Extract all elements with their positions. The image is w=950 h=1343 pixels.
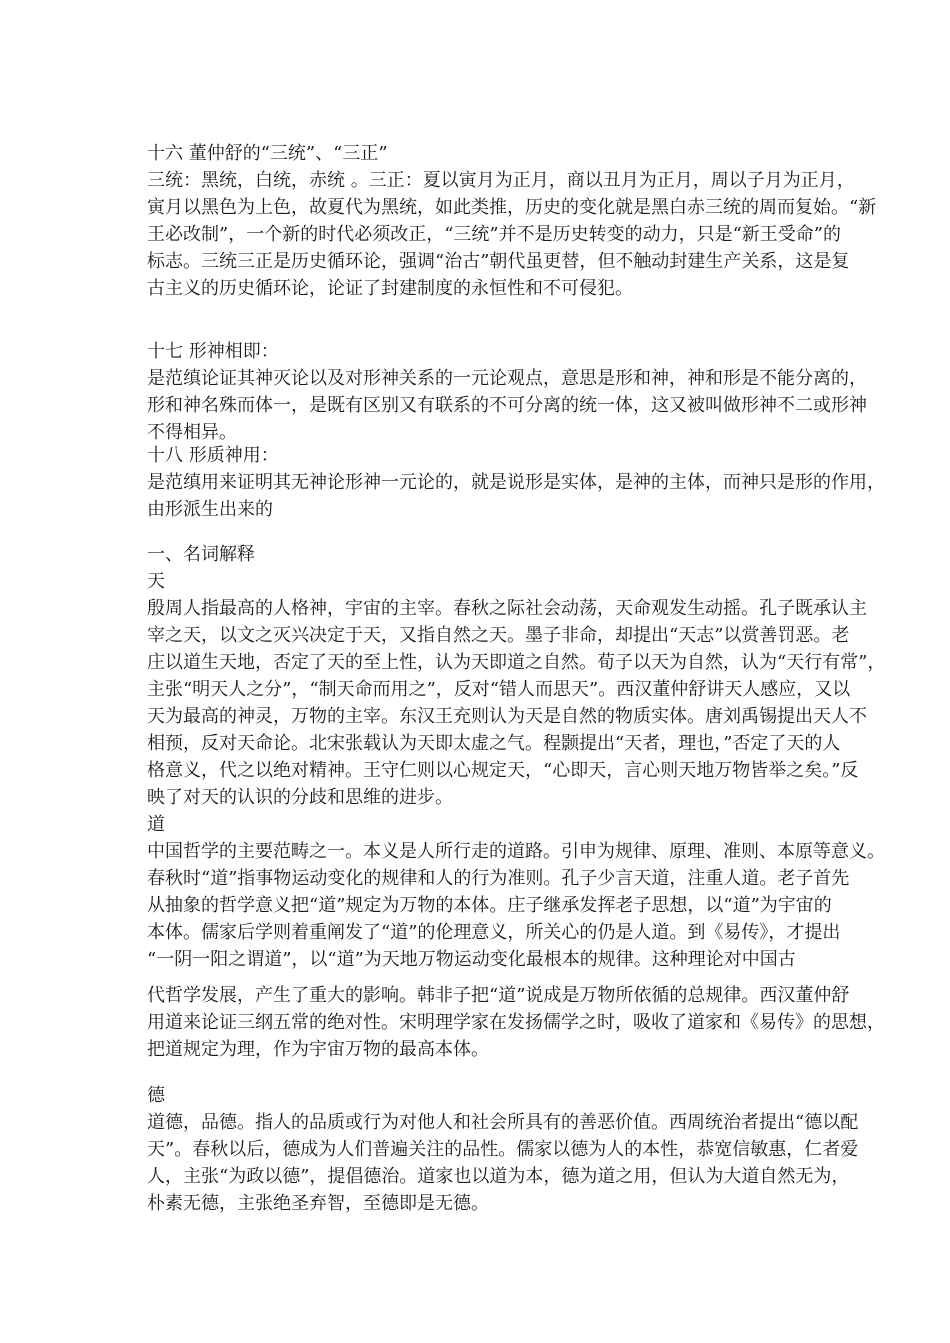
section-heading: 十六 董仲舒的“三统”、“三正” xyxy=(147,143,388,164)
text-line: 寅月以黑色为上色，故夏代为黑统，如此类推，历史的变化就是黑白赤三统的周而复始。“新 xyxy=(147,197,877,218)
text-line: 标志。三统三正是历史循环论，强调“治古”朝代虽更替，但不触动封建生产关系，这是复 xyxy=(147,251,850,272)
text-line: 映了对天的认识的分歧和思维的进步。 xyxy=(147,787,453,808)
term-heading: 道 xyxy=(147,814,165,835)
text-line: 主张“明天人之分”，“制天命而用之”，反对“错人而思天”。西汉董仲舒讲天人感应，又以 xyxy=(147,679,851,700)
section-heading: 十八 形质神用： xyxy=(147,445,279,466)
term-heading: 天 xyxy=(147,571,165,592)
section-17 xyxy=(147,338,867,446)
section-heading: 十七 形神相即： xyxy=(147,341,279,362)
text-line: 相预，反对天命论。北宋张载认为天即太虚之气。程颢提出“天者，理也，”否定了天的人 xyxy=(147,733,841,754)
text-line: 用道来论证三纲五常的绝对性。宋明理学家在发扬儒学之时，吸收了道家和《易传》的思想， xyxy=(147,1012,885,1033)
term-heading: 德 xyxy=(147,1085,165,1106)
glossary-section xyxy=(147,541,886,811)
glossary-heading: 一、名词解释 xyxy=(147,544,255,565)
text-line: 从抽象的哲学意义把“道”规定为万物的本体。庄子继承发挥老子思想，以“道”为宇宙的 xyxy=(147,895,832,916)
text-line: 人，主张“为政以德”，提倡德治。道家也以道为本，德为道之用，但认为大道自然无为， xyxy=(147,1166,850,1187)
text-line: 宰之天，以文之灭兴决定于天，又指自然之天。墨子非命，却提出“天志”以赏善罚恶。老 xyxy=(147,625,850,646)
term-dao-continued xyxy=(147,982,885,1063)
section-18 xyxy=(147,442,885,523)
text-line: 格意义，代之以绝对精神。王守仁则以心规定天，“心即天，言心则天地万物皆举之矣。”反 xyxy=(147,760,859,781)
text-line: 形和神名殊而体一，是既有区别又有联系的不可分离的统一体，这又被叫做形神不二或形神 xyxy=(147,395,867,416)
text-line: 由形派生出来的 xyxy=(147,499,273,520)
text-line: 王必改制”，一个新的时代必须改正，“三统”并不是历史转变的动力，只是“新王受命”的 xyxy=(147,224,842,245)
text-line: 本体。儒家后学则着重阐发了“道”的伦理意义，所关心的仍是人道。到《易传》，才提出 xyxy=(147,922,841,943)
text-line: 道德，品德。指人的品质或行为对他人和社会所具有的善恶价值。西周统治者提出“德以配 xyxy=(147,1112,859,1133)
text-line: 天”。春秋以后，德成为人们普遍关注的品性。儒家以德为人的本性，恭宽信敏惠，仁者爱 xyxy=(147,1139,859,1160)
text-line: 是范缜论证其神灭论以及对形神关系的一元论观点，意思是形和神，神和形是不能分离的， xyxy=(147,368,867,389)
text-line: 朴素无德，主张绝圣弃智，至德即是无德。 xyxy=(147,1193,489,1214)
text-line: 殷周人指最高的人格神，宇宙的主宰。春秋之际社会动荡，天命观发生动摇。孔子既承认主 xyxy=(147,598,867,619)
text-line: 三统：黑统，白统，赤统 。三正：夏以寅月为正月，商以丑月为正月，周以子月为正月， xyxy=(147,170,855,191)
text-line: 不得相异。 xyxy=(147,422,237,443)
text-line: 中国哲学的主要范畴之一。本义是人所行走的道路。引申为规律、原理、准则、本原等意义。 xyxy=(147,841,885,862)
text-line: 是范缜用来证明其无神论形神一元论的，就是说形是实体，是神的主体，而神只是形的作用， xyxy=(147,472,885,493)
section-16 xyxy=(147,140,877,302)
term-dao xyxy=(147,811,885,973)
text-line: 古主义的历史循环论，论证了封建制度的永恒性和不可侵犯。 xyxy=(147,278,633,299)
term-de xyxy=(147,1082,859,1217)
text-line: 庄以道生天地，否定了天的至上性，认为天即道之自然。荀子以天为自然，认为“天行有常”， xyxy=(147,652,886,673)
text-line: 把道规定为理，作为宇宙万物的最高本体。 xyxy=(147,1039,489,1060)
text-line: 代哲学发展，产生了重大的影响。韩非子把“道”说成是万物所依循的总规律。西汉董仲舒 xyxy=(147,985,850,1006)
text-line: “一阴一阳之谓道”，以“道”为天地万物运动变化最根本的规律。这种理论对中国古 xyxy=(147,949,796,970)
text-line: 天为最高的神灵，万物的主宰。东汉王充则认为天是自然的物质实体。唐刘禹锡提出天人不 xyxy=(147,706,867,727)
text-line: 春秋时“道”指事物运动变化的规律和人的行为准则。孔子少言天道，注重人道。老子首先 xyxy=(147,868,850,889)
